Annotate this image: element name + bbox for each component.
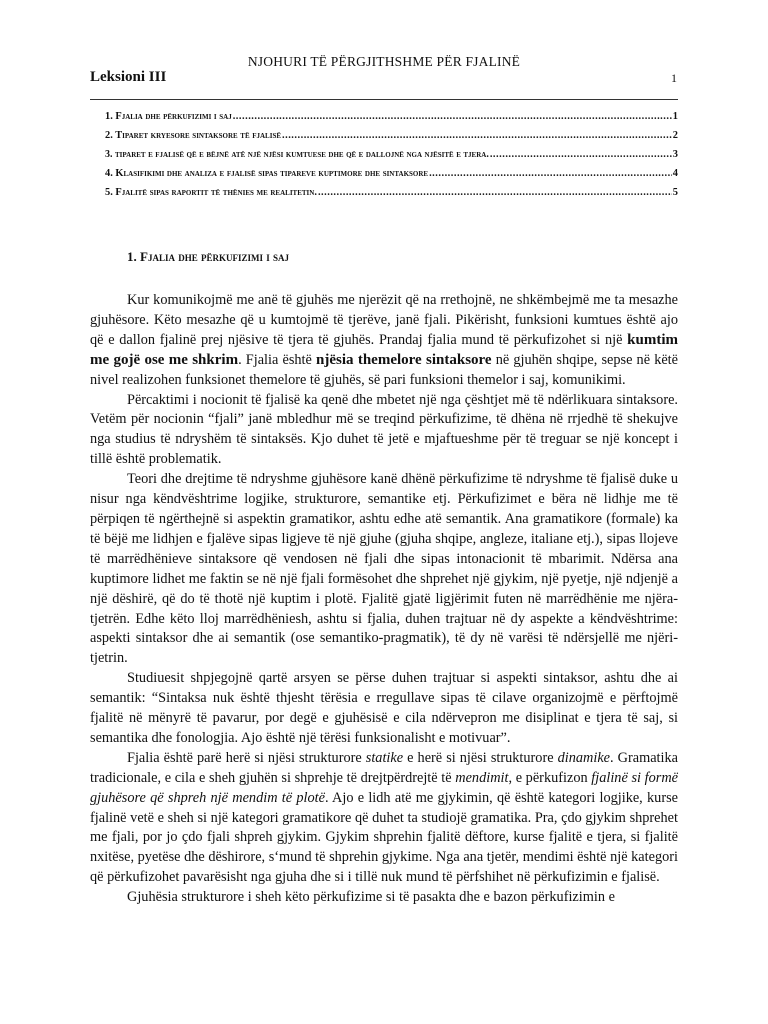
body-text <box>90 291 678 908</box>
paragraph: Studiuesit shpjegojnë qartë arsyen se përse duhen trajtuar si aspekti sintaksor, ashtu dhe ai semantik: “Sintaksa nuk është thjesht tërësia e rregullave sipas të cilave organizojmë e përftojmë fjalitë në mënyrë të pavarur, por degë e gjuhësisë e cila ndërvepron me disiplinat e tjera të saj, si semantika dhe fonologjia. Ajo është një tërësi funksionalisht e motivuar”. <box>90 670 678 746</box>
paragraph: Përcaktimi i nocionit të fjalisë ka qenë dhe mbetet një nga çështjet më të ndërlikuara sintaksore. Vetëm për nocionin “fjali” janë mbledhur më se treqind përkufizime, të dhëna në rrjedhë të shekujve nga studius të ndryshëm të sintaksës. Kjo duhet të jetë e mjaftueshme për të treguar se një koncept i tillë është problematik. <box>90 391 678 468</box>
paragraph <box>90 291 678 391</box>
toc-item[interactable] <box>105 149 678 168</box>
paragraph-text: e herë si njësi strukturore <box>403 749 558 766</box>
toc-leader-dots <box>318 187 672 198</box>
paragraph-text: , e përkufizon <box>508 769 592 786</box>
toc-item-label: 4. Klasifikimi dhe analiza e fjalisë sipas tipareve kuptimore dhe sintaksore <box>105 168 429 179</box>
toc-item-label: 1. Fjalia dhe përkufizimi i saj <box>105 111 232 122</box>
lesson-label: Leksioni III <box>90 69 167 85</box>
toc-item[interactable] <box>105 168 678 187</box>
toc-leader-dots <box>490 149 672 160</box>
italic-text: mendimit <box>455 769 509 786</box>
toc-item-label: 5. Fjalitë sipas raportit të thënies me realitetin. <box>105 187 317 198</box>
toc-item[interactable] <box>105 111 678 130</box>
emphasis-text: njësia themelore sintaksore <box>316 351 492 368</box>
paragraph-text: Kur komunikojmë me anë të gjuhës me njerëzit që na rrethojnë, ne shkëmbejmë me ta mesazhe gjuhësore. Këto mesazhe që u kumtojmë të tjerëve, janë fjali. Pikërisht, funksioni kumtues është ajo që e dallon fjalinë prej njësive të tjera të gjuhës. Prandaj fjalia mund të përkufizohet si një <box>90 292 678 348</box>
paragraph-text: . Gramatika tradicionale, e cila e sheh gjuhën si shprehje të drejtpërdrejtë të <box>90 749 678 786</box>
italic-text: statike <box>365 749 404 766</box>
toc-item[interactable] <box>105 130 678 149</box>
italic-text: fjalinë si formë gjuhësore që shpreh një mendim të plotë <box>90 769 678 806</box>
toc-item-label: 3. tiparet e fjalisë që e bëjnë atë një njësi kumtuese dhe që e dallojnë nga njësitë e tjera. <box>105 149 489 160</box>
paragraph-text: Fjalia është parë herë si njësi strukturore <box>127 749 366 766</box>
paragraph <box>90 749 678 888</box>
paragraph-text: . Ajo e lidh atë me gjykimin, që është kategori logjike, kurse fjalinë vetë e sheh si një kategori gramatikore që duhet ta studiojë gramatika. Pra, çdo gjykim shprehet me fjali, por jo çdo fjali shpreh gjykim. Gjykim shprehin fjalitë dëftore, kurse fjalitë e tjera, si fjalitë nxitëse, pyetëse dhe dëshirore, s‘mund të shprehin gjykime. Nga ana tjetër, mendimi është një kategori që përkufizohet pavarësisht nga gjuha dhe si i tillë nuk mund të përfshihet në përkufizimin e fjalisë. <box>90 789 678 886</box>
section-heading: 1. Fjalia dhe përkufizimi i saj <box>127 249 289 264</box>
emphasis-text: kumtim me gojë ose me shkrim <box>90 331 678 368</box>
paragraph-text: . Fjalia është <box>238 351 317 368</box>
header-divider <box>90 99 678 100</box>
toc-item-label: 2. Tiparet kryesore sintaksore të fjalisë <box>105 130 282 141</box>
table-of-contents <box>105 111 678 206</box>
toc-item-page: 1 <box>672 111 678 122</box>
italic-text: dinamike <box>557 749 611 766</box>
toc-item-page: 4 <box>672 168 678 179</box>
toc-leader-dots <box>233 111 672 122</box>
toc-leader-dots <box>429 168 672 179</box>
toc-item-page: 2 <box>672 130 678 141</box>
paragraph: Gjuhësia strukturore i sheh këto përkufizime si të pasakta dhe e bazon përkufizimin e <box>127 889 615 906</box>
page-number: 1 <box>671 71 677 85</box>
toc-item-page: 5 <box>672 187 678 198</box>
paragraph: Teori dhe drejtime të ndryshme gjuhësore kanë dhënë përkufizime të ndryshme të fjalisë duke u nisur nga këndvështrime logjike, strukturore, semantike etj. Përkufizimet e bëra në lidhje me të përpiqen të ngërthejnë si aspektin gramatikor, ashtu edhe atë semantik. Ana gramatikore (formale) ka të bëjë me lidhjen e fjalëve sipas ligjeve të një gjuhe (gjuha shqipe, angleze, italiane etj.), sipas llojeve të marrëdhënieve sintaksore që vendosen në fjali dhe sipas intonacionit të mbarimit. Ndërsa ana kuptimore lidhet me faktin se në një fjali formësohet dhe shprehet një gjykim, një pyetje, një ndjenjë a një dëshirë, që do të thotë një kuptim i plotë. Fjalitë gjatë ligjërimit futen në marrëdhënie me njëra-tjetrën. Edhe këto lloj marrëdhëniesh, ashtu si fjalia, duhen trajtuar në dy aspekte a këndvështrime: aspekti sintaksor dhe ai semantik (ose semantiko-pragmatik), të dy në varësi të ndërsjellë me njëri-tjetrin. <box>90 471 678 667</box>
paragraph-text: në gjuhën shqipe, sepse në këtë nivel realizohen funksionet themelore të gjuhës, së pari funksioni themelor i saj, komunikimi. <box>90 351 679 388</box>
toc-item[interactable] <box>105 187 678 206</box>
toc-item-page: 3 <box>672 149 678 160</box>
toc-leader-dots <box>282 130 672 141</box>
document-title: NJOHURI TË PËRGJITHSHME PËR FJALINË <box>247 54 521 69</box>
